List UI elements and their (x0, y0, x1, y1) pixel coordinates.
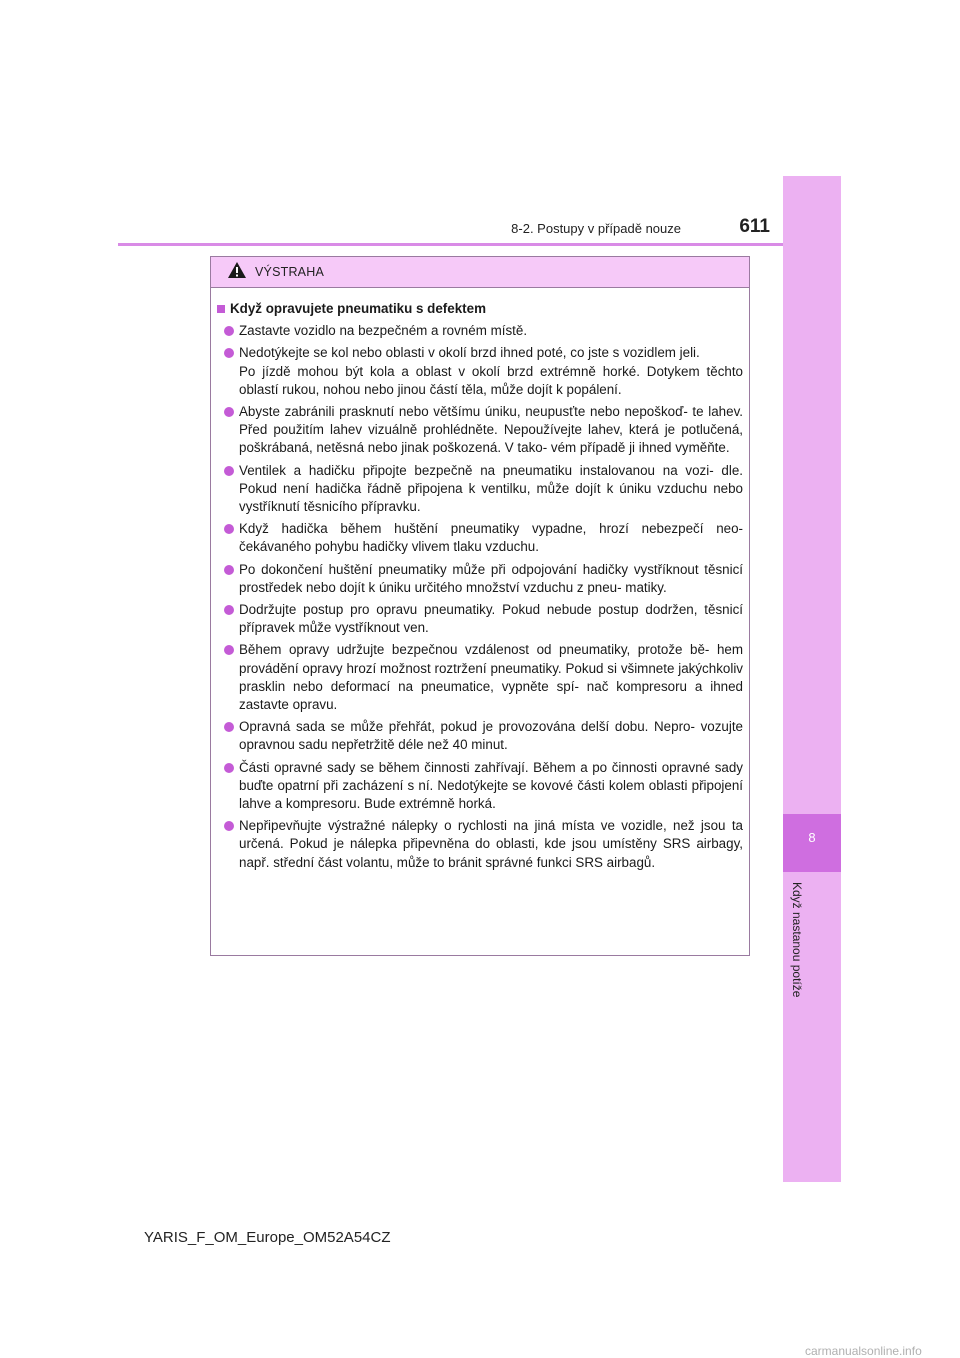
bullet-dot-icon (224, 722, 234, 732)
list-item (217, 462, 743, 517)
list-item (217, 601, 743, 637)
page-number: 611 (739, 216, 770, 237)
document-code: YARIS_F_OM_Europe_OM52A54CZ (144, 1229, 391, 1246)
chapter-label: Když nastanou potíže (790, 882, 804, 998)
bullet-dot-icon (224, 821, 234, 831)
bullet-dot-icon (224, 565, 234, 575)
list-item-text: Nepřipevňujte výstražné nálepky o rychlosti na jiná místa ve vozidle, než jsou ta určená. Pokud je nálepka připevněna do oblasti, kde jsou umístěny SRS airbagy, např. střední část volantu, může to bránit správné funkci SRS airbagů. (239, 818, 743, 870)
header-rule (118, 243, 783, 246)
warning-triangle-icon (227, 261, 247, 284)
list-item (217, 403, 743, 458)
list-item-text: Ventilek a hadičku připojte bezpečně na pneumatiku instalovanou na vozi- dle. Pokud není hadička řádně připojena k ventilku, může dojít k úniku vzduchu nebo vystříknutí těsnicího přípravku. (239, 462, 743, 515)
list-item (217, 344, 743, 399)
warning-heading-text: Když opravujete pneumatiku s defektem (230, 301, 486, 316)
list-item-text: Nedotýkejte se kol nebo oblasti v okolí brzd ihned poté, co jste s vozidlem jeli. Po jízdě mohou být kola a oblast v okolí brzd extrémně horké. Dotykem těchto oblastí rukou, nohou nebo jinou částí těla, může dojít k popálení. (239, 345, 743, 397)
bullet-dot-icon (224, 763, 234, 773)
list-item-text: Zastavte vozidlo na bezpečném a rovném místě. (239, 323, 528, 339)
bullet-dot-icon (224, 466, 234, 476)
bullet-dot-icon (224, 645, 234, 655)
warning-header (211, 257, 749, 288)
list-item (217, 817, 743, 872)
list-item-text: Části opravné sady se během činnosti zahřívají. Během a po činnosti opravné sady buďte opatrní při zacházení s ní. Nedotýkejte se kovové části kolem oblasti připojení lahve a kompresoru. Bude extrémně horká. (239, 759, 743, 812)
warning-heading (217, 300, 743, 318)
watermark: carmanualsonline.info (805, 1344, 922, 1358)
bullet-dot-icon (224, 524, 234, 534)
square-bullet-icon (217, 305, 225, 313)
warning-body (211, 288, 749, 872)
bullet-dot-icon (224, 348, 234, 358)
list-item-text: Opravná sada se může přehřát, pokud je provozována delší dobu. Nepro- vozujte opravnou sadu nepřetržitě déle než 40 minut. (239, 719, 743, 753)
section-title: 8-2. Postupy v případě nouze (511, 221, 681, 236)
chapter-number: 8 (808, 830, 816, 845)
list-item (217, 561, 743, 597)
list-item (217, 520, 743, 556)
list-item (217, 759, 743, 814)
list-item-text: Dodržujte postup pro opravu pneumatiky. Pokud nebude postup dodržen, těsnicí přípravek může vystříknout ven. (239, 602, 743, 636)
list-item (217, 718, 743, 754)
list-item-text: Po dokončení huštění pneumatiky může při odpojování hadičky vystříknout těsnicí prostředek nebo dojít k úniku určitého množství vzduchu z pneu- matiky. (239, 561, 743, 595)
warning-list (217, 322, 743, 872)
list-item-text: Během opravy udržujte bezpečnou vzdálenost od pneumatiky, protože bě- hem provádění opravy hrozí možnost roztržení pneumatiky. Pokud si všimnete jakýchkoliv prasklin nebo deformací na pneumatice, vypněte spí- nač kompresoru a ihned zastavte opravu. (239, 642, 743, 713)
warning-box (210, 256, 750, 956)
bullet-dot-icon (224, 407, 234, 417)
bullet-dot-icon (224, 326, 234, 336)
list-item (217, 641, 743, 714)
list-item-text: Když hadička během huštění pneumatiky vypadne, hrozí nebezpečí neo- čekávaného pohybu hadičky vlivem tlaku vzduchu. (239, 521, 743, 555)
list-item (217, 322, 743, 340)
list-item-text: Abyste zabránili prasknutí nebo většímu úniku, neupusťte nebo nepoškoď- te lahev. Před použitím lahev vizuálně prohlédněte. Nepoužívejte lahev, která je potlučená, poškrábaná, netěsná nebo jinak poškozená. V tako- vém případě ji ihned vyměňte. (239, 404, 743, 456)
bullet-dot-icon (224, 605, 234, 615)
warning-title: VÝSTRAHA (255, 265, 324, 279)
